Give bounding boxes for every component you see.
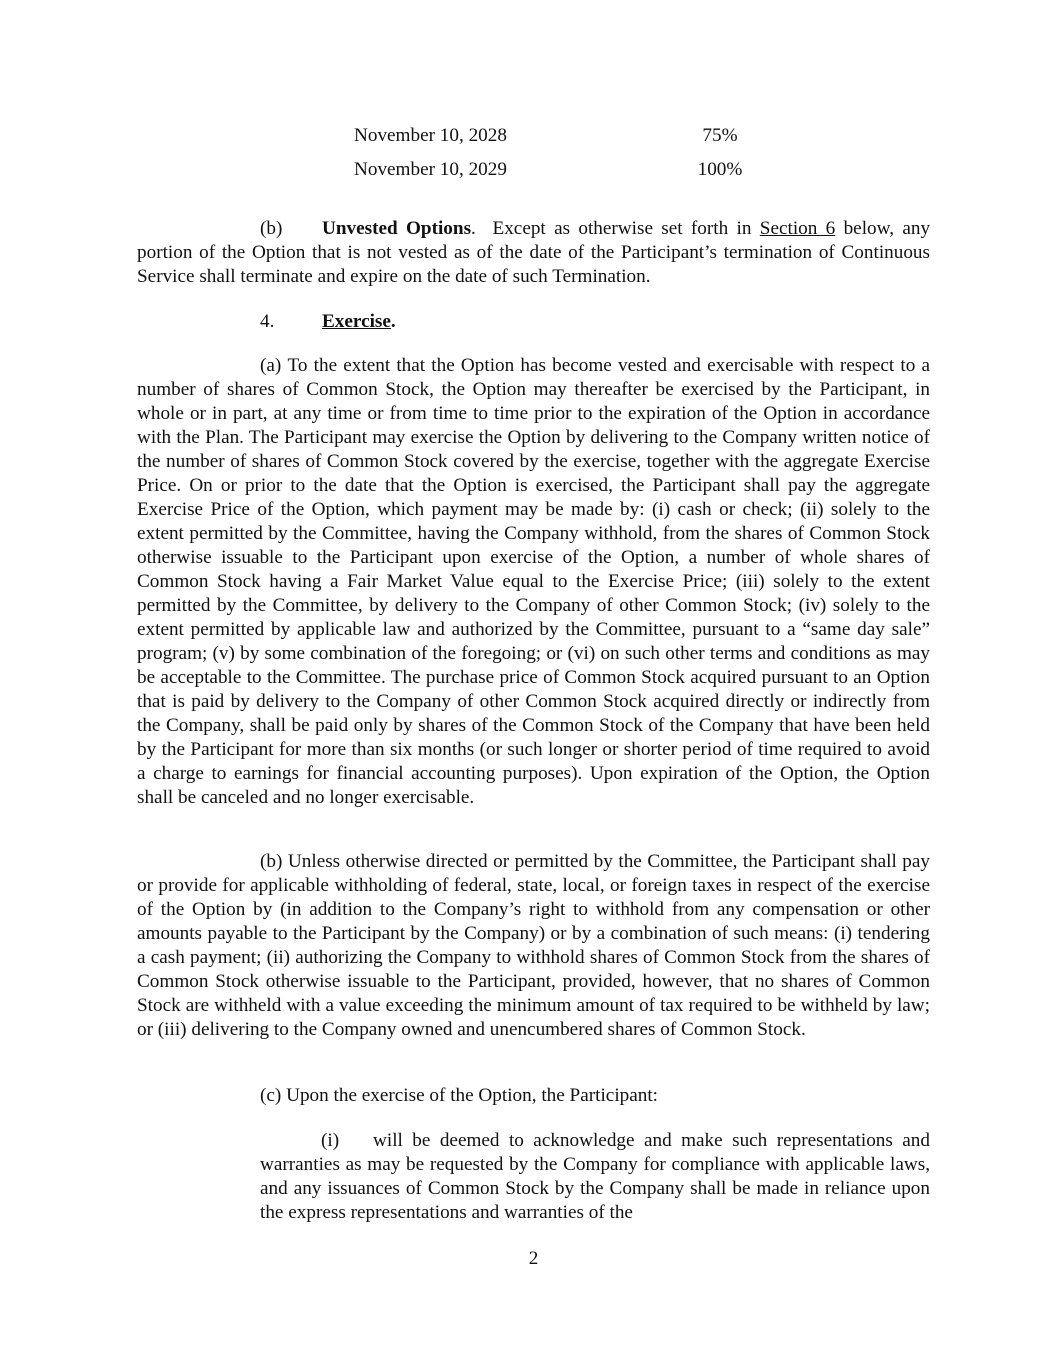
- section-6-reference: Section 6: [759, 218, 836, 239]
- page-number: 2: [528, 1248, 539, 1269]
- vesting-percent: 75%: [702, 125, 738, 146]
- section-4c-paragraph: [137, 1084, 930, 1108]
- section-heading: Unvested Options: [322, 218, 472, 239]
- vesting-date: November 10, 2029: [354, 159, 507, 180]
- table-row: [0, 124, 1055, 158]
- heading-period: .: [390, 311, 396, 332]
- section-number: (c): [260, 1085, 282, 1106]
- section-4b-paragraph: [137, 850, 930, 1042]
- section-4c-i-paragraph: [260, 1129, 930, 1225]
- paragraph-text: Unless otherwise directed or permitted by the Committee, the Participant shall pay or provide for applicable withholding of federal, state, local, or foreign taxes in respect of the exercise of the Option by (in addition to the Company’s right to withhold from any compensation or other amounts payable to the Participant by the Company) or by a combination of such means: (i) tendering a cash payment; (ii) authorizing the Company to withhold shares of Common Stock from the shares of Common Stock otherwise issuable to the Participant, provided, however, that no shares of Common Stock are withheld with a value exceeding the minimum amount of tax required to be withheld by law; or (iii) delivering to the Company owned and unencumbered shares of Common Stock.: [137, 851, 930, 1040]
- paragraph-text: below, any portion of the Option that is not vested as of the date of the Participant’s termination of Continuous Service shall terminate and expire on the date of such Termination.: [137, 218, 931, 287]
- section-number: (i): [321, 1130, 340, 1151]
- paragraph-text: will be deemed to acknowledge and make such representations and warranties as may be requested by the Company for compliance with applicable laws, and any issuances of Common Stock by the Company shall be made in reliance upon the express representations and warranties of the: [260, 1130, 930, 1223]
- section-4-heading: [137, 310, 930, 334]
- vesting-percent: 100%: [697, 159, 743, 180]
- section-number: 4.: [260, 311, 275, 332]
- section-heading: Exercise: [322, 311, 391, 332]
- table-row: [0, 158, 1055, 192]
- section-3b-paragraph: [137, 217, 930, 289]
- section-number: (b): [260, 851, 283, 872]
- vesting-schedule-table: [0, 124, 1055, 192]
- section-number: (a): [260, 355, 282, 376]
- paragraph-text: Except as otherwise set forth in: [492, 218, 752, 239]
- paragraph-text: Upon the exercise of the Option, the Participant:: [286, 1085, 659, 1106]
- section-4a-paragraph: [137, 354, 930, 810]
- section-number: (b): [260, 218, 283, 239]
- heading-period: .: [471, 218, 476, 239]
- vesting-date: November 10, 2028: [354, 125, 507, 146]
- paragraph-text: To the extent that the Option has become vested and exercisable with respect to a number of shares of Common Stock, the Option may thereafter be exercised by the Participant, in whole or in part, at any time or from time to time prior to the expiration of the Option in accordance with the Plan. The Participant may exercise the Option by delivering to the Company written notice of the number of shares of Common Stock covered by the exercise, together with the aggregate Exercise Price. On or prior to the date that the Option is exercised, the Participant shall pay the aggregate Exercise Price of the Option, which payment may be made by: (i) cash or check; (ii) solely to the extent permitted by the Committee, having the Company withhold, from the shares of Common Stock otherwise issuable to the Participant upon exercise of the Option, a number of whole shares of Common Stock having a Fair Market Value equal to the Exercise Price; (iii) solely to the extent permitted by the Committee, by delivery to the Company of other Common Stock; (iv) solely to the extent permitted by applicable law and authorized by the Committee, pursuant to a “same day sale” program; (v) by some combination of the foregoing; or (vi) on such other terms and conditions as may be acceptable to the Committee. The purchase price of Common Stock acquired pursuant to an Option that is paid by delivery to the Company of other Common Stock acquired directly or indirectly from the Company, shall be paid only by shares of the Common Stock of the Company that have been held by the Participant for more than six months (or such longer or shorter period of time required to avoid a charge to earnings for financial accounting purposes). Upon expiration of the Option, the Option shall be canceled and no longer exercisable.: [137, 355, 930, 808]
